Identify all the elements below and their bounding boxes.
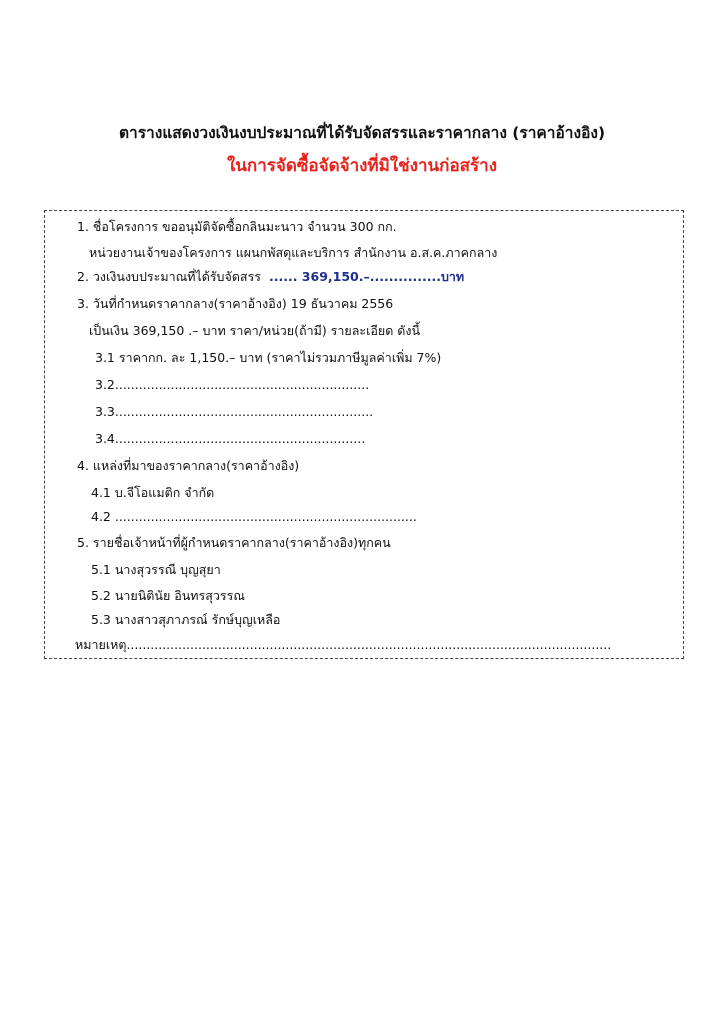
document-title: ตารางแสดงวงเงินงบประมาณที่ได้รับจัดสรรและราคากลาง (ราคาอ้างอิง) [118,124,606,142]
details-box [44,210,684,659]
budget-label: 2. วงเงินงบประมาณที่ได้รับจัดสรร [77,269,261,284]
amount-line: เป็นเงิน 369,150 .– บาท ราคา/หน่วย(ถ้ามี) รายละเอียด ดังนี้ [89,323,421,338]
project-owner-line: หน่วยงานเจ้าของโครงการ แผนกพัสดุและบริการ สำนักงาน อ.ส.ค.ภาคกลาง [89,245,498,260]
document-subtitle: ในการจัดซื้อจัดจ้างที่มิใช่งานก่อสร้าง [226,156,498,176]
price-source-heading: 4. แหล่งที่มาของราคากลาง(ราคาอ้างอิง) [77,458,300,473]
officers-heading: 5. รายชื่อเจ้าหน้าที่ผู้กำหนดราคากลาง(ราคาอ้างอิง)ทุกคน [77,535,391,550]
item-3-3: 3.3................................................................. [95,404,374,419]
item-3-2: 3.2................................................................ [95,377,370,392]
officer-5-3: 5.3 นางสาวสุภาภรณ์ รักษ์บุญเหลือ [91,612,281,627]
project-name-line: 1. ชื่อโครงการ ขออนุมัติจัดซื้อกลินมะนาว จำนวน 300 กก. [77,219,397,234]
item-4-1: 4.1 บ.จีโอแมติก จำกัด [91,485,215,500]
officer-5-2: 5.2 นายนิตินัย อินทรสุวรรณ [91,588,245,603]
reference-date-line: 3. วันที่กำหนดราคากลาง(ราคาอ้างอิง) 19 ธันวาคม 2556 [77,296,394,311]
item-3-4: 3.4............................................................... [95,431,366,446]
item-3-1: 3.1 ราคากก. ละ 1,150.– บาท (ราคาไม่รวมภาษีมูลค่าเพิ่ม 7%) [95,350,442,365]
remarks-line: หมายเหตุ.......................................................................................................................... [75,637,612,652]
item-4-2: 4.2 ............................................................................ [91,509,417,524]
officer-5-1: 5.1 นางสุวรรณี บุญสุยา [91,562,221,577]
budget-value: ...... 369,150.–...............บาท [268,269,465,284]
budget-line [77,269,464,285]
